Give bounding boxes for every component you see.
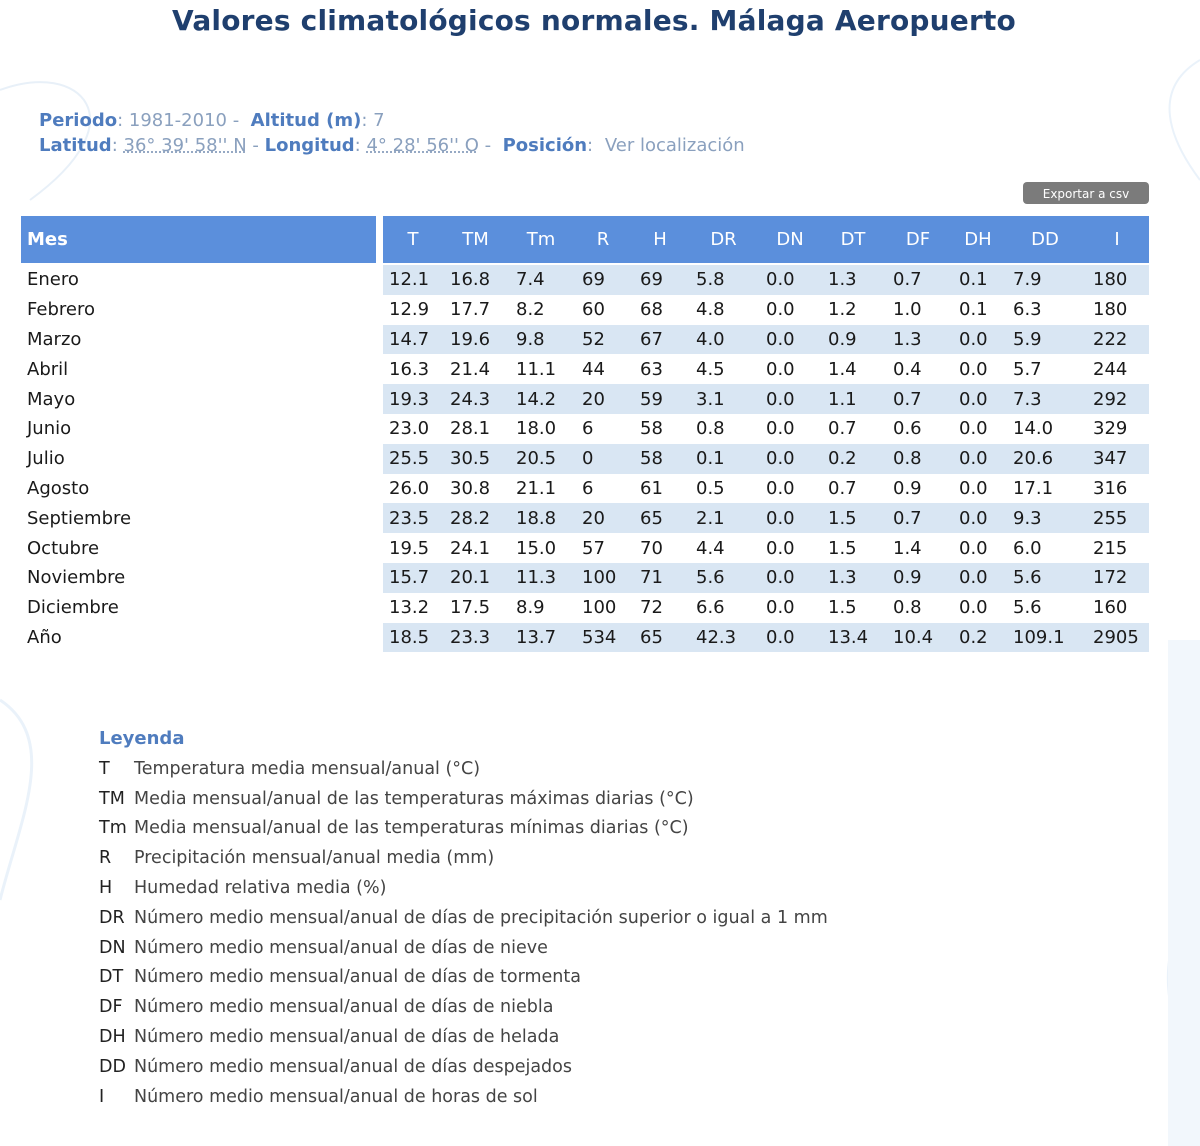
page-title: Valores climatológicos normales. Málaga Aeropuerto	[171, 4, 1016, 37]
month-label: Agosto	[27, 477, 90, 499]
table-cell: 1.5	[828, 597, 857, 619]
table-cell: 68	[640, 299, 663, 321]
table-row	[383, 444, 1149, 474]
table-row	[383, 533, 1149, 563]
legend-item	[99, 843, 828, 873]
table-cell: 160	[1093, 597, 1128, 619]
table-cell: 0.2	[828, 448, 857, 470]
table-cell: 11.1	[516, 358, 557, 380]
legend-key: H	[99, 878, 113, 899]
table-cell: 69	[640, 269, 663, 291]
table-cell: 0.6	[893, 418, 922, 440]
column-header: DF	[905, 229, 931, 250]
table-row	[383, 563, 1149, 593]
table-cell: 20.1	[450, 567, 491, 589]
table-cell: 1.3	[828, 567, 857, 589]
legend-description: Número medio mensual/anual de días de nieve	[134, 937, 548, 958]
table-cell: 63	[640, 358, 663, 380]
table-cell: 109.1	[1013, 626, 1065, 648]
table-cell: 292	[1093, 388, 1128, 410]
legend-item	[99, 1052, 828, 1082]
table-cell: 534	[582, 626, 617, 648]
table-cell: 72	[640, 597, 663, 619]
longitud-label: Longitud	[264, 135, 355, 156]
table-cell: 58	[640, 418, 663, 440]
longitud-value: 4° 28' 56'' O	[366, 135, 479, 156]
table-cell: 1.3	[893, 328, 922, 350]
month-label: Marzo	[27, 328, 82, 350]
table-cell: 19.6	[450, 328, 491, 350]
table-cell: 8.9	[516, 597, 545, 619]
table-cell: 0.0	[959, 477, 988, 499]
table-cell: 16.8	[450, 269, 491, 291]
table-cell: 1.0	[893, 299, 922, 321]
table-cell: 18.0	[516, 418, 557, 440]
legend-description: Media mensual/anual de las temperaturas máximas diarias (°C)	[134, 788, 694, 809]
legend-item	[99, 814, 828, 844]
table-cell: 222	[1093, 328, 1128, 350]
table-cell: 4.8	[696, 299, 725, 321]
legend-key: I	[99, 1086, 105, 1107]
table-cell: 0.0	[959, 507, 988, 529]
legend-description: Número medio mensual/anual de días de precipitación superior o igual a 1 mm	[134, 907, 828, 928]
column-header: TM	[462, 229, 489, 250]
table-cell: 100	[582, 567, 617, 589]
table-cell: 25.5	[389, 448, 430, 470]
month-header: Mes	[21, 216, 376, 263]
table-cell: 58	[640, 448, 663, 470]
table-cell: 255	[1093, 507, 1128, 529]
table-cell: 69	[582, 269, 605, 291]
month-label: Octubre	[27, 537, 100, 559]
table-cell: 0.1	[696, 448, 725, 470]
table-cell: 0.0	[959, 567, 988, 589]
legend-key: DD	[99, 1056, 126, 1077]
table-cell: 60	[582, 299, 605, 321]
table-row	[383, 503, 1149, 533]
altitud-value: 7	[373, 110, 385, 131]
table-cell: 15.0	[516, 537, 557, 559]
table-cell: 0.0	[766, 388, 795, 410]
table-cell: 9.8	[516, 328, 545, 350]
month-label: Mayo	[27, 388, 76, 410]
table-cell: 10.4	[893, 626, 934, 648]
table-cell: 4.4	[696, 537, 725, 559]
table-cell: 0.1	[959, 299, 988, 321]
table-cell: 1.1	[828, 388, 857, 410]
table-cell: 23.5	[389, 507, 430, 529]
legend-key: DN	[99, 937, 126, 958]
legend	[99, 728, 828, 1112]
table-cell: 0.7	[893, 388, 922, 410]
table-cell: 6.0	[1013, 537, 1042, 559]
latitud-label: Latitud	[39, 135, 112, 156]
table-cell: 70	[640, 537, 663, 559]
periodo-value: 1981-2010	[128, 110, 227, 131]
legend-description: Número medio mensual/anual de días despejados	[134, 1056, 572, 1077]
table-cell: 1.4	[893, 537, 922, 559]
table-cell: 44	[582, 358, 605, 380]
table-cell: 14.2	[516, 388, 557, 410]
column-header: R	[596, 229, 610, 250]
table-cell: 17.7	[450, 299, 491, 321]
table-cell: 0.0	[959, 358, 988, 380]
table-cell: 347	[1093, 448, 1128, 470]
table-cell: 4.5	[696, 358, 725, 380]
table-cell: 0.2	[959, 626, 988, 648]
month-label: Julio	[27, 448, 65, 470]
table-cell: 7.4	[516, 269, 545, 291]
table-cell: 30.8	[450, 477, 491, 499]
table-cell: 59	[640, 388, 663, 410]
legend-key: DH	[99, 1027, 126, 1048]
table-cell: 30.5	[450, 448, 491, 470]
table-cell: 57	[582, 537, 605, 559]
periodo-label: Periodo	[39, 110, 118, 131]
table-cell: 8.2	[516, 299, 545, 321]
legend-key: DF	[99, 997, 123, 1018]
table-cell: 19.3	[389, 388, 430, 410]
table-cell: 20	[582, 388, 605, 410]
table-cell: 0.0	[959, 418, 988, 440]
table-cell: 0.8	[893, 597, 922, 619]
month-label: Diciembre	[27, 597, 119, 619]
table-cell: 5.6	[1013, 567, 1042, 589]
table-cell: 14.0	[1013, 418, 1054, 440]
table-cell: 0.0	[959, 597, 988, 619]
legend-title: Leyenda	[99, 728, 185, 749]
legend-key: DR	[99, 907, 125, 928]
table-cell: 329	[1093, 418, 1128, 440]
table-cell: 13.4	[828, 626, 869, 648]
table-cell: 215	[1093, 537, 1128, 559]
month-label: Año	[27, 626, 62, 648]
table-row	[383, 593, 1149, 623]
table-cell: 0.9	[893, 477, 922, 499]
table-cell: 0.5	[696, 477, 725, 499]
column-header: DR	[710, 229, 737, 250]
table-cell: 0.9	[893, 567, 922, 589]
table-cell: 3.1	[696, 388, 725, 410]
legend-item	[99, 963, 828, 993]
table-cell: 28.1	[450, 418, 491, 440]
table-cell: 0.4	[893, 358, 922, 380]
legend-key: DT	[99, 967, 124, 988]
table-cell: 180	[1093, 269, 1128, 291]
table-cell: 5.6	[1013, 597, 1042, 619]
table-cell: 20	[582, 507, 605, 529]
table-cell: 21.4	[450, 358, 491, 380]
values-table	[383, 216, 1149, 652]
table-cell: 7.3	[1013, 388, 1042, 410]
table-cell: 0.0	[766, 358, 795, 380]
table-cell: 2905	[1093, 626, 1139, 648]
table-cell: 0.7	[828, 418, 857, 440]
table-cell: 0.0	[766, 418, 795, 440]
table-cell: 15.7	[389, 567, 430, 589]
table-cell: 6.3	[1013, 299, 1042, 321]
table-row	[383, 354, 1149, 384]
month-label: Septiembre	[27, 507, 132, 529]
legend-description: Número medio mensual/anual de horas de sol	[134, 1086, 538, 1107]
table-cell: 17.5	[450, 597, 491, 619]
table-cell: 0.0	[766, 597, 795, 619]
table-cell: 52	[582, 328, 605, 350]
table-cell: 18.5	[389, 626, 430, 648]
table-cell: 23.0	[389, 418, 430, 440]
month-label: Enero	[27, 269, 79, 291]
table-cell: 12.9	[389, 299, 430, 321]
table-cell: 24.1	[450, 537, 491, 559]
table-row	[383, 325, 1149, 355]
column-header: DN	[776, 229, 804, 250]
table-cell: 0.0	[959, 328, 988, 350]
meta-line-2: Latitud: 36° 39' 58'' N - Longitud: 4° 28' 56'' O - Posición: Ver localización	[39, 135, 745, 156]
table-cell: 1.3	[828, 269, 857, 291]
table-cell: 1.5	[828, 507, 857, 529]
month-label: Junio	[27, 418, 72, 440]
latitud-value: 36° 39' 58'' N	[123, 135, 247, 156]
column-header: DH	[964, 229, 992, 250]
table-cell: 20.6	[1013, 448, 1054, 470]
table-cell: 4.0	[696, 328, 725, 350]
table-cell: 0.7	[828, 477, 857, 499]
table-cell: 2.1	[696, 507, 725, 529]
legend-item	[99, 1082, 828, 1112]
table-cell: 9.3	[1013, 507, 1042, 529]
table-cell: 18.8	[516, 507, 557, 529]
legend-key: T	[99, 758, 110, 779]
table-cell: 17.1	[1013, 477, 1054, 499]
table-cell: 0.0	[766, 269, 795, 291]
table-cell: 0.0	[766, 537, 795, 559]
table-row	[383, 384, 1149, 414]
values-header	[383, 216, 1149, 263]
month-label: Noviembre	[27, 567, 126, 589]
column-header: H	[653, 229, 667, 250]
table-cell: 5.9	[1013, 328, 1042, 350]
legend-item	[99, 903, 828, 933]
month-label: Febrero	[27, 299, 95, 321]
legend-description: Precipitación mensual/anual media (mm)	[134, 848, 495, 869]
table-cell: 6	[582, 477, 594, 499]
legend-item	[99, 1022, 828, 1052]
table-cell: 0.0	[766, 328, 795, 350]
table-cell: 65	[640, 507, 663, 529]
altitud-label: Altitud (m)	[250, 110, 362, 131]
legend-item	[99, 873, 828, 903]
table-cell: 67	[640, 328, 663, 350]
table-cell: 0.0	[766, 477, 795, 499]
table-cell: 0.0	[766, 567, 795, 589]
ver-localizacion-link[interactable]: Ver localización	[604, 135, 745, 156]
table-cell: 0	[582, 448, 594, 470]
legend-key: Tm	[99, 818, 127, 839]
table-cell: 16.3	[389, 358, 430, 380]
legend-description: Número medio mensual/anual de días de tormenta	[134, 967, 581, 988]
table-cell: 1.2	[828, 299, 857, 321]
table-cell: 0.0	[766, 299, 795, 321]
table-cell: 1.4	[828, 358, 857, 380]
table-cell: 20.5	[516, 448, 557, 470]
table-cell: 5.6	[696, 567, 725, 589]
legend-item	[99, 933, 828, 963]
table-cell: 0.0	[959, 448, 988, 470]
table-row	[383, 623, 1149, 653]
export-csv-button[interactable]: Exportar a csv	[1023, 182, 1149, 204]
legend-item	[99, 992, 828, 1022]
table-cell: 23.3	[450, 626, 491, 648]
column-header: Tm	[526, 229, 556, 250]
table-cell: 6.6	[696, 597, 725, 619]
table-cell: 5.8	[696, 269, 725, 291]
table-row	[383, 265, 1149, 295]
month-column	[21, 216, 376, 652]
legend-description: Número medio mensual/anual de días de helada	[134, 1027, 560, 1048]
table-cell: 0.0	[766, 448, 795, 470]
table-cell: 19.5	[389, 537, 430, 559]
table-cell: 1.5	[828, 537, 857, 559]
posicion-label: Posición	[502, 135, 588, 156]
table-cell: 7.9	[1013, 269, 1042, 291]
table-cell: 0.7	[893, 507, 922, 529]
legend-key: R	[99, 848, 112, 869]
table-cell: 0.0	[959, 388, 988, 410]
table-row	[383, 295, 1149, 325]
month-label: Abril	[27, 358, 69, 380]
table-cell: 65	[640, 626, 663, 648]
table-cell: 71	[640, 567, 663, 589]
legend-item	[99, 754, 828, 784]
table-cell: 13.7	[516, 626, 557, 648]
table-cell: 26.0	[389, 477, 430, 499]
table-cell: 0.9	[828, 328, 857, 350]
table-row	[383, 414, 1149, 444]
column-header: DD	[1031, 229, 1059, 250]
legend-description: Media mensual/anual de las temperaturas mínimas diarias (°C)	[134, 818, 689, 839]
table-cell: 316	[1093, 477, 1128, 499]
table-cell: 0.8	[893, 448, 922, 470]
table-cell: 12.1	[389, 269, 430, 291]
column-header: I	[1114, 229, 1120, 250]
column-header: T	[407, 229, 419, 250]
table-cell: 0.0	[959, 537, 988, 559]
table-cell: 61	[640, 477, 663, 499]
column-header: DT	[840, 229, 866, 250]
table-cell: 14.7	[389, 328, 430, 350]
table-cell: 0.8	[696, 418, 725, 440]
table-cell: 0.0	[766, 507, 795, 529]
table-cell: 180	[1093, 299, 1128, 321]
table-cell: 0.0	[766, 626, 795, 648]
table-cell: 28.2	[450, 507, 491, 529]
table-cell: 6	[582, 418, 594, 440]
table-cell: 172	[1093, 567, 1128, 589]
table-cell: 0.7	[893, 269, 922, 291]
legend-description: Humedad relativa media (%)	[134, 878, 387, 899]
table-row	[383, 474, 1149, 504]
legend-item	[99, 784, 828, 814]
table-cell: 11.3	[516, 567, 557, 589]
table-cell: 5.7	[1013, 358, 1042, 380]
table-cell: 42.3	[696, 626, 737, 648]
table-cell: 21.1	[516, 477, 557, 499]
meta-line-1: Periodo: 1981-2010 - Altitud (m): 7	[39, 110, 385, 131]
table-cell: 13.2	[389, 597, 430, 619]
table-cell: 0.1	[959, 269, 988, 291]
table-cell: 100	[582, 597, 617, 619]
legend-key: TM	[99, 788, 125, 809]
legend-description: Número medio mensual/anual de días de niebla	[134, 997, 554, 1018]
table-cell: 244	[1093, 358, 1128, 380]
table-cell: 24.3	[450, 388, 491, 410]
legend-description: Temperatura media mensual/anual (°C)	[134, 758, 481, 779]
